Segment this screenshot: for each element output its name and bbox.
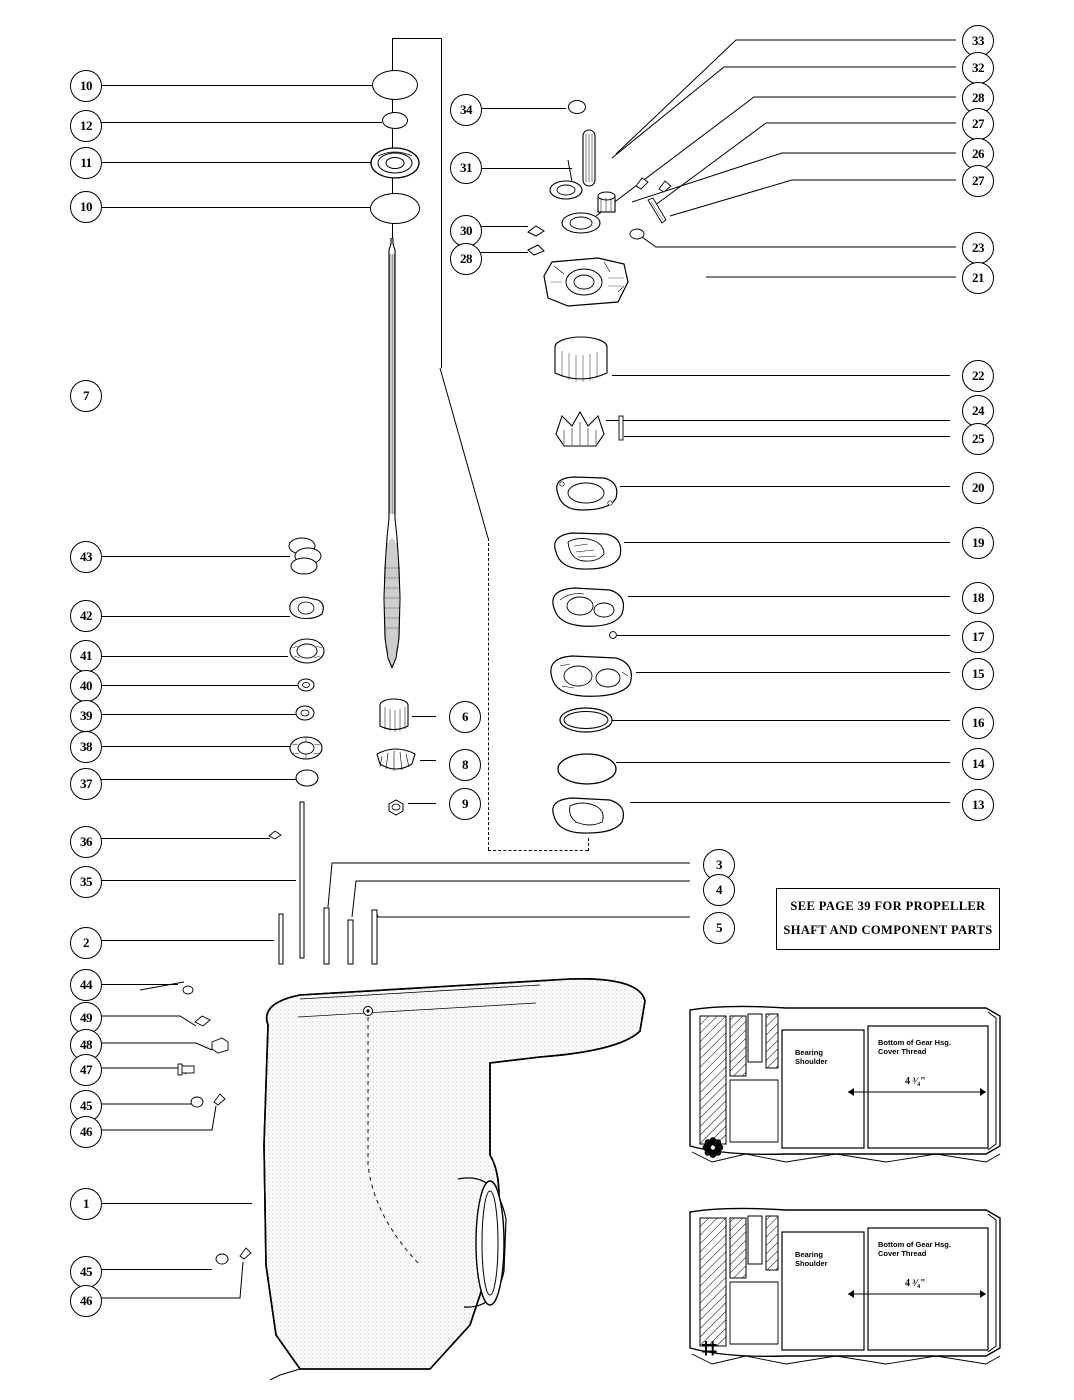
callout-balloon-19[interactable]: 19 [962, 527, 994, 559]
part-screw-27b [656, 176, 674, 196]
callout-balloon-30[interactable]: 30 [450, 215, 482, 247]
callout-balloon-42[interactable]: 42 [70, 600, 102, 632]
callout-balloon-4[interactable]: 4 [703, 874, 735, 906]
part-oring-14 [556, 752, 618, 786]
part-gear-24 [552, 404, 608, 452]
part-gear-housing-15 [544, 650, 640, 702]
callout-balloon-38[interactable]: 38 [70, 731, 102, 763]
callout-balloon-46[interactable]: 46 [70, 1285, 102, 1317]
part-rod-2a [276, 912, 286, 966]
section-label-cover-thread-1: Bottom of Gear Hsg. Cover Thread [878, 1038, 951, 1057]
part-washer-12 [382, 112, 408, 129]
callout-balloon-45[interactable]: 45 [70, 1090, 102, 1122]
part-bearing-38 [288, 734, 324, 762]
callout-balloon-6[interactable]: 6 [449, 701, 481, 733]
callout-balloon-43[interactable]: 43 [70, 541, 102, 573]
callout-balloon-20[interactable]: 20 [962, 472, 994, 504]
callout-balloon-41[interactable]: 41 [70, 640, 102, 672]
part-oring-34 [568, 100, 586, 114]
callout-balloon-10[interactable]: 10 [70, 70, 102, 102]
part-bearing-6 [378, 698, 410, 736]
callout-balloon-32[interactable]: 32 [962, 52, 994, 84]
callout-balloon-35[interactable]: 35 [70, 866, 102, 898]
section-dimension-1: 4 ³⁄₄" [905, 1076, 926, 1087]
part-washer-39 [294, 703, 316, 723]
part-oring-37 [294, 768, 320, 788]
callout-balloon-11[interactable]: 11 [70, 147, 102, 179]
section-dimension-2: 4 ³⁄₄" [905, 1278, 926, 1289]
section-label-bearing-shoulder-1: Bearing Shoulder [795, 1048, 828, 1067]
callout-balloon-36[interactable]: 36 [70, 826, 102, 858]
part-seal-11 [370, 146, 420, 180]
callout-balloon-31[interactable]: 31 [450, 152, 482, 184]
callout-balloon-16[interactable]: 16 [962, 707, 994, 739]
callout-balloon-5[interactable]: 5 [703, 912, 735, 944]
callout-balloon-27[interactable]: 27 [962, 108, 994, 140]
callout-balloon-24[interactable]: 24 [962, 395, 994, 427]
part-bearing-carrier-21 [538, 252, 634, 310]
part-pin-25 [616, 414, 626, 442]
part-housing-cover-19 [548, 528, 628, 574]
callout-balloon-2[interactable]: 2 [70, 927, 102, 959]
callout-balloon-17[interactable]: 17 [962, 621, 994, 653]
callout-balloon-45[interactable]: 45 [70, 1256, 102, 1288]
callout-balloon-22[interactable]: 22 [962, 360, 994, 392]
callout-balloon-48[interactable]: 48 [70, 1029, 102, 1061]
callout-balloon-44[interactable]: 44 [70, 969, 102, 1001]
callout-balloon-28[interactable]: 28 [450, 243, 482, 275]
callout-balloon-1[interactable]: 1 [70, 1188, 102, 1220]
callout-balloon-28[interactable]: 28 [962, 82, 994, 114]
callout-balloon-46[interactable]: 46 [70, 1116, 102, 1148]
part-washer-45b [212, 1250, 232, 1268]
part-washer-40 [296, 676, 316, 694]
callout-balloon-10[interactable]: 10 [70, 191, 102, 223]
part-gear-8 [372, 742, 420, 778]
callout-balloon-18[interactable]: 18 [962, 582, 994, 614]
callout-balloon-37[interactable]: 37 [70, 768, 102, 800]
part-screw-27a [632, 172, 652, 192]
part-washer-21b [628, 226, 646, 242]
part-clip-49 [192, 1012, 214, 1030]
callout-balloon-34[interactable]: 34 [450, 94, 482, 126]
part-shims-43 [286, 532, 326, 580]
callout-balloon-3[interactable]: 3 [703, 849, 735, 881]
leader-46b [100, 1262, 250, 1308]
part-nut-9 [384, 798, 408, 818]
callout-balloon-47[interactable]: 47 [70, 1054, 102, 1086]
callout-balloon-25[interactable]: 25 [962, 423, 994, 455]
part-block-48 [208, 1034, 232, 1056]
part-oring-16 [558, 706, 614, 734]
part-shift-rod-35 [296, 800, 308, 960]
section-label-bearing-shoulder-2: Bearing Shoulder [795, 1250, 828, 1269]
callout-balloon-21[interactable]: 21 [962, 262, 994, 294]
part-seal-28 [560, 210, 602, 236]
part-leader-31 [566, 160, 580, 182]
callout-balloon-26[interactable]: 26 [962, 138, 994, 170]
part-screw-46a [210, 1090, 228, 1108]
part-rod-4 [344, 918, 356, 966]
note-line-1: SEE PAGE 39 FOR PROPELLER [790, 899, 986, 914]
callout-balloon-13[interactable]: 13 [962, 789, 994, 821]
note-line-2: SHAFT AND COMPONENT PARTS [783, 923, 993, 937]
part-oring-10a [372, 70, 418, 100]
part-gear-set-18 [548, 582, 632, 632]
section-label-cover-thread-2: Bottom of Gear Hsg. Cover Thread [878, 1240, 951, 1259]
callout-balloon-7[interactable]: 7 [70, 380, 102, 412]
part-rod-3 [320, 906, 332, 966]
note-box [776, 888, 1000, 950]
part-screw-46b [236, 1244, 254, 1262]
part-gasket-20 [548, 472, 624, 514]
leader-fan-top-right [596, 30, 966, 280]
part-bearing-race-22 [552, 335, 610, 387]
part-bearing-41 [288, 636, 326, 666]
callout-balloon-40[interactable]: 40 [70, 670, 102, 702]
callout-balloon-15[interactable]: 15 [962, 658, 994, 690]
callout-balloon-14[interactable]: 14 [962, 748, 994, 780]
part-pin-17 [606, 628, 620, 642]
callout-balloon-9[interactable]: 9 [449, 788, 481, 820]
section-detail-hash [686, 1198, 1010, 1370]
section-mark-hash: ⌗ [702, 1334, 717, 1363]
section-detail-star [686, 996, 1010, 1168]
part-pin-36 [266, 826, 284, 842]
part-screw-44 [180, 982, 196, 998]
part-gear-housing-1 [240, 965, 660, 1380]
callout-balloon-33[interactable]: 33 [962, 25, 994, 57]
part-oring-10b [370, 193, 420, 224]
callout-balloon-27[interactable]: 27 [962, 165, 994, 197]
callout-balloon-49[interactable]: 49 [70, 1002, 102, 1034]
callout-balloon-8[interactable]: 8 [449, 749, 481, 781]
part-gasket-13 [546, 792, 632, 838]
part-washer-45a [188, 1094, 206, 1110]
part-bolt-47 [176, 1060, 200, 1078]
part-bearing-42 [286, 592, 328, 624]
part-clip-30 [524, 218, 550, 240]
section-mark-star: ❁ [702, 1134, 724, 1163]
callout-balloon-12[interactable]: 12 [70, 110, 102, 142]
part-rod-5 [368, 908, 380, 966]
callout-balloon-23[interactable]: 23 [962, 232, 994, 264]
part-bolt-23 [642, 196, 670, 226]
callout-balloon-39[interactable]: 39 [70, 700, 102, 732]
